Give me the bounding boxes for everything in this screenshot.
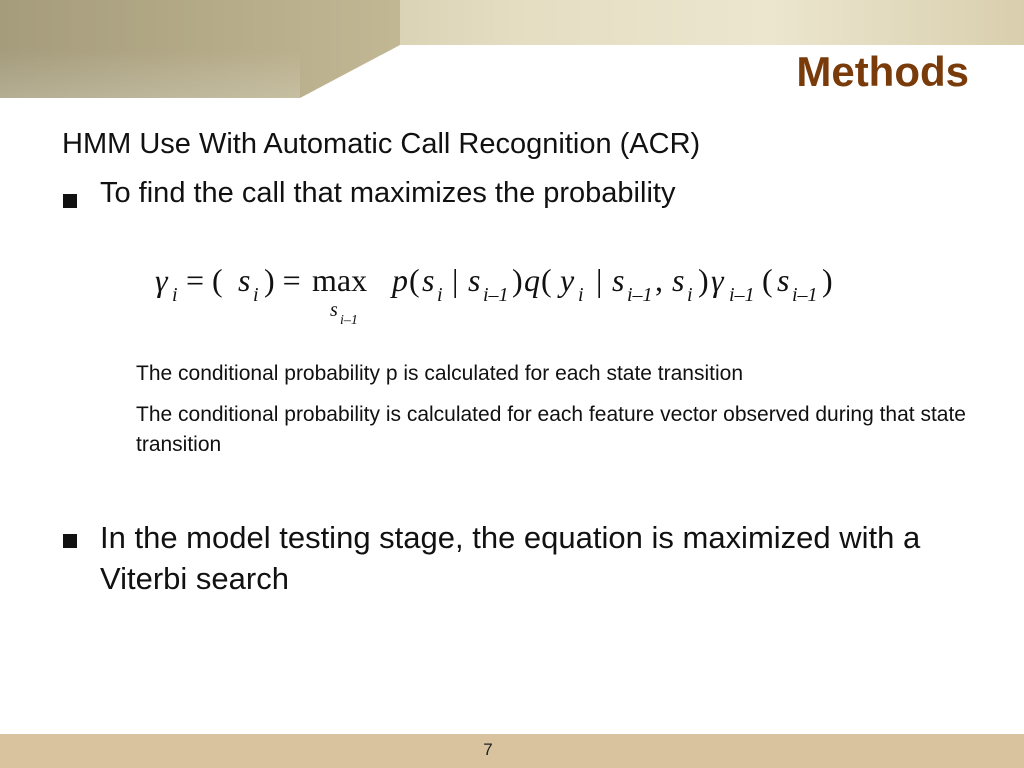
eq-q: q [524,262,540,298]
eq-close-3: ) [698,262,709,298]
eq-s5: s [672,262,685,298]
bullet-marker-1 [63,194,77,208]
eq-sub-i8: i–1 [792,284,818,306]
eq-y: y [560,262,575,298]
eq-sub-i2: i [437,284,443,306]
page-number: 7 [483,740,493,759]
eq-sub-i5: i–1 [627,284,653,306]
eq-sub-i7: i–1 [729,284,755,306]
eq-s3: s [468,262,481,298]
eq-bar: | [452,262,459,298]
eq-open-3: ( [541,262,552,298]
intro-heading: HMM Use With Automatic Call Recognition (ACR) [62,128,701,160]
eq-sub-i6: i [687,284,693,306]
bullet-marker-2 [63,534,77,548]
eq-gamma: γ [155,262,168,298]
eq-open-2: ( [409,262,420,298]
eq-s: s [238,262,251,298]
eq-close-4: ) [822,262,833,298]
header-tab-highlight [0,50,300,98]
eq-sub-i3: i–1 [483,284,509,306]
eq-s4: s [612,262,625,298]
eq-equals-open: = ( [186,262,223,298]
eq-close-2: ) [512,262,523,298]
viterbi-equation [150,258,870,338]
eq-max: max [312,262,368,298]
eq-gamma-2: γ [711,262,724,298]
eq-close-equals: ) = [264,262,301,298]
eq-s2: s [422,262,435,298]
eq-s6: s [777,262,790,298]
note-text-2: The conditional probability is calculated for each feature vector observed during that state transition [136,403,966,456]
bullet-text-1: To find the call that maximizes the probability [100,177,676,209]
eq-max-sub-s: s [330,299,338,321]
eq-open-4: ( [762,262,773,298]
eq-comma: , [655,262,663,298]
eq-sub-i-paren: i [253,284,259,306]
eq-p: p [392,262,408,298]
eq-sub-i: i [172,284,178,306]
slide-title: Methods [796,48,969,95]
bullet-text-2: In the model testing stage, the equation is maximized with a Viterbi search [100,520,921,596]
eq-sub-i4: i [578,284,584,306]
eq-bar-2: | [596,262,603,298]
eq-max-sub-i1: i–1 [340,313,358,328]
note-text-1: The conditional probability p is calculated for each state transition [136,362,744,385]
